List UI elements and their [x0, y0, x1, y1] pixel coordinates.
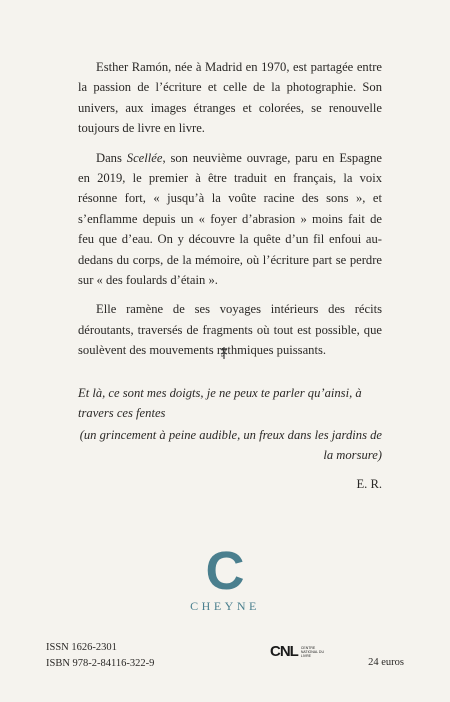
author-initials: E. R. [356, 477, 382, 491]
paragraph-bio: Esther Ramón, née à Madrid en 1970, est partagée entre la passion de l’écriture et celle de la photographie. Son univers, aux images étranges et colorées, se renouvelle toujours de livre en livre. [78, 60, 382, 136]
publisher-logo [0, 541, 450, 614]
book-title: Scellée [126, 150, 163, 165]
cnl-logo [270, 643, 325, 660]
cnl-logo-mark: CNL [270, 643, 298, 660]
cnl-logo-subtitle: CENTRE NATIONAL DU LIVRE [300, 645, 324, 658]
quote-line-1: Et là, ce sont mes doigts, je ne peux te parler qu’ainsi, à travers ces fentes [78, 386, 362, 421]
publisher-name: CHEYNE [190, 599, 260, 613]
isbn: ISBN 978-2-84116-322-9 [46, 658, 155, 669]
identifiers [46, 640, 154, 672]
divider-ornament-icon [219, 346, 229, 365]
quote-line-2: (un grincement à peine audible, un freux dans les jardins de la morsure) [79, 427, 382, 463]
paragraph-voyages: Elle ramène de ses voyages intérieurs des récits déroutants, traversés de fragments où tout est possible, que soulèvent des mouvements rythmiques puissants. [78, 302, 382, 358]
publisher-logo-letter: C [205, 541, 245, 601]
epigraph-quote [78, 383, 382, 466]
description-text [78, 57, 382, 370]
issn: ISSN 1626-2301 [46, 642, 117, 653]
price: 24 euros [368, 657, 404, 668]
paragraph-book: Dans Scellée, son neuvième ouvrage, paru en Espagne en 2019, le premier à être traduit en français, la voix résonne fort, « jusqu’à la voûte racine des sons », et s’enflamme depuis un « foyer d’abrasion » moins fait de feu que d’eau. On y découvre la quête d’un fil enfoui au-dedans du corps, de la mémoire, où l’écriture part se perdre sur « des foulards d’étain ». [78, 150, 382, 288]
